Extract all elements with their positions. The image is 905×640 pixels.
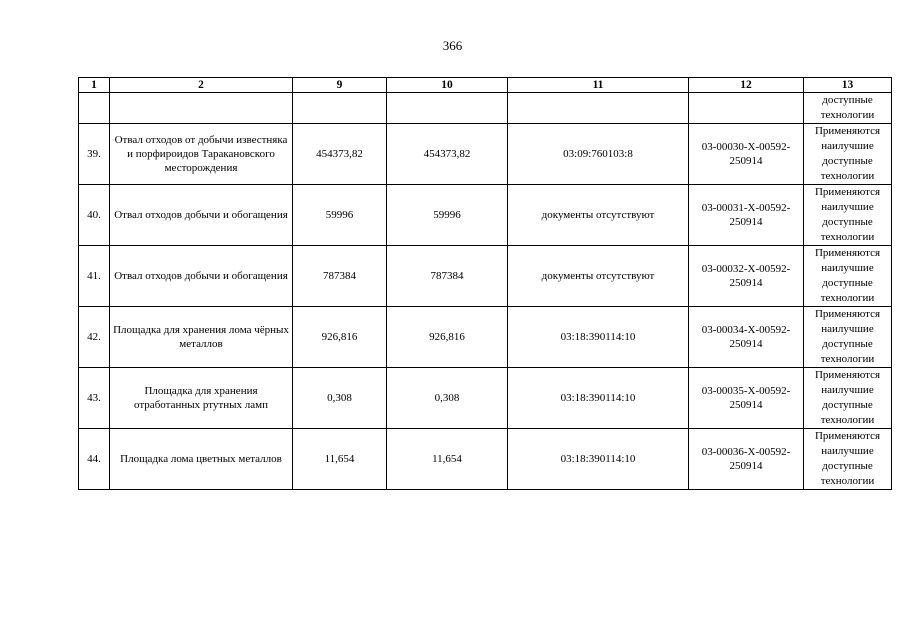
- row-number: 42.: [79, 307, 110, 368]
- status-cell: доступные технологии: [804, 93, 892, 124]
- status-cell: Применяются наилучшие доступные технологии: [804, 246, 892, 307]
- value-col-10: 787384: [387, 246, 508, 307]
- empty-cell: [387, 93, 508, 124]
- value-col-10: 926,816: [387, 307, 508, 368]
- value-col-10: 59996: [387, 185, 508, 246]
- cadastral-number: 03:18:390114:10: [508, 307, 689, 368]
- status-cell: Применяются наилучшие доступные технологии: [804, 124, 892, 185]
- object-name: Площадка для хранения отработанных ртутных ламп: [110, 368, 293, 429]
- header-col-13: 13: [804, 78, 892, 93]
- value-col-9: 926,816: [293, 307, 387, 368]
- row-number: 43.: [79, 368, 110, 429]
- cadastral-number: документы отсутствуют: [508, 246, 689, 307]
- table-row: [79, 185, 892, 246]
- cadastral-number: документы отсутствуют: [508, 185, 689, 246]
- table-row: [79, 368, 892, 429]
- value-col-10: 454373,82: [387, 124, 508, 185]
- header-col-1: 1: [79, 78, 110, 93]
- status-cell: Применяются наилучшие доступные технологии: [804, 185, 892, 246]
- object-name: Площадка для хранения лома чёрных металлов: [110, 307, 293, 368]
- row-number: 44.: [79, 429, 110, 490]
- registry-code: 03-00034-Х-00592-250914: [689, 307, 804, 368]
- row-number: 39.: [79, 124, 110, 185]
- page-number: 366: [442, 38, 463, 53]
- cadastral-number: 03:18:390114:10: [508, 429, 689, 490]
- header-col-11: 11: [508, 78, 689, 93]
- value-col-9: 59996: [293, 185, 387, 246]
- header-col-10: 10: [387, 78, 508, 93]
- value-col-10: 11,654: [387, 429, 508, 490]
- table-row: [79, 246, 892, 307]
- status-cell: Применяются наилучшие доступные технологии: [804, 307, 892, 368]
- value-col-9: 454373,82: [293, 124, 387, 185]
- row-number: 40.: [79, 185, 110, 246]
- registry-code: 03-00031-Х-00592-250914: [689, 185, 804, 246]
- empty-cell: [508, 93, 689, 124]
- cadastral-number: 03:18:390114:10: [508, 368, 689, 429]
- table-row: [79, 307, 892, 368]
- object-name: Отвал отходов добычи и обогащения: [110, 246, 293, 307]
- value-col-9: 787384: [293, 246, 387, 307]
- object-name: Отвал отходов добычи и обогащения: [110, 185, 293, 246]
- header-col-12: 12: [689, 78, 804, 93]
- table-row: [79, 124, 892, 185]
- row-number: 41.: [79, 246, 110, 307]
- header-col-2: 2: [110, 78, 293, 93]
- continuation-row: [79, 93, 892, 124]
- value-col-10: 0,308: [387, 368, 508, 429]
- object-name: Площадка лома цветных металлов: [110, 429, 293, 490]
- status-cell: Применяются наилучшие доступные технологии: [804, 429, 892, 490]
- value-col-9: 0,308: [293, 368, 387, 429]
- registry-code: 03-00032-Х-00592-250914: [689, 246, 804, 307]
- empty-cell: [79, 93, 110, 124]
- empty-cell: [110, 93, 293, 124]
- registry-code: 03-00030-Х-00592-250914: [689, 124, 804, 185]
- value-col-9: 11,654: [293, 429, 387, 490]
- table-row: [79, 429, 892, 490]
- header-row: [79, 78, 892, 93]
- registry-table: [78, 77, 892, 490]
- cadastral-number: 03:09:760103:8: [508, 124, 689, 185]
- registry-code: 03-00035-Х-00592-250914: [689, 368, 804, 429]
- empty-cell: [689, 93, 804, 124]
- header-col-9: 9: [293, 78, 387, 93]
- empty-cell: [293, 93, 387, 124]
- registry-code: 03-00036-Х-00592-250914: [689, 429, 804, 490]
- object-name: Отвал отходов от добычи известняка и порфироидов Таракановского месторождения: [110, 124, 293, 185]
- status-cell: Применяются наилучшие доступные технологии: [804, 368, 892, 429]
